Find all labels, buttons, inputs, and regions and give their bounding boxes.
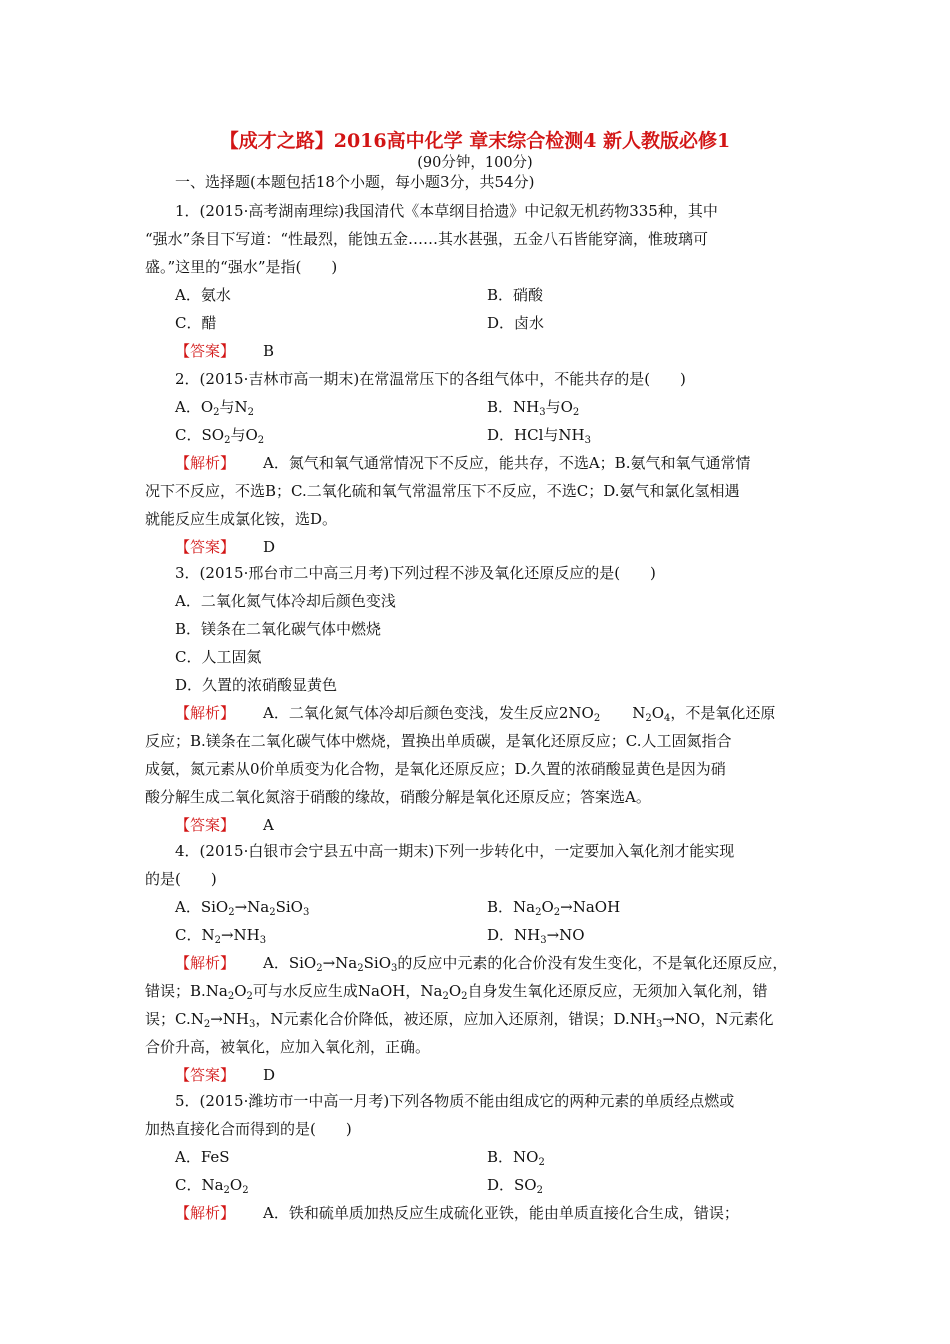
q2-analysis-line-3: 就能反应生成氯化铵，选D。 xyxy=(145,510,338,528)
q4-line-1: 4．(2015·白银市会宁县五中高一期末)下列一步转化中，一定要加入氧化剂才能实现 xyxy=(175,842,735,860)
q5-option-c: C．$Na_2O_2$ xyxy=(175,1176,249,1196)
analysis-tag: 【解析】 xyxy=(175,1204,236,1222)
q1-line-3: 盛。”这里的“强水”是指( ) xyxy=(145,258,338,276)
q1-option-c: C．醋 xyxy=(175,314,217,332)
q2-option-b: B．$NH_3$与$O_2$ xyxy=(487,398,580,418)
q4-analysis-line-3: 误；$C.N_2\to NH_3$，N元素化合价降低，被还原，应加入还原剂，错误；$D.NH_3\to NO$，N元素化 xyxy=(145,1010,774,1030)
q3-option-a: A．二氧化氮气体冷却后颜色变浅 xyxy=(175,592,396,610)
q4-answer xyxy=(175,1065,275,1085)
answer-value: D xyxy=(263,538,276,556)
q1-line-2: “强水”条目下写道：“性最烈，能蚀五金……其水甚强，五金八石皆能穿滴，惟玻璃可 xyxy=(145,230,709,248)
q4-option-d: D．$NH_3\to NO$ xyxy=(487,926,585,946)
answer-tag: 【答案】 xyxy=(175,538,236,556)
q1-option-b: B．硝酸 xyxy=(487,286,544,304)
document-title: 【成才之路】2016高中化学 章末综合检测4 新人教版必修1 xyxy=(219,130,731,152)
q4-line-2: 的是( ) xyxy=(145,870,217,888)
section-heading: 一、选择题(本题包括18个小题，每小题3分，共54分) xyxy=(175,173,535,191)
q3-analysis-line-1: 【解析】 A．二氧化氮气体冷却后颜色变浅，发生反应$2NO_2$ $N_2O_4$，不是氧化还原 xyxy=(175,704,776,724)
q2-option-c: C．$SO_2$与$O_2$ xyxy=(175,426,265,446)
q2-analysis-line-2: 况下不反应，不选B；C.二氧化硫和氧气常温常压下不反应，不选C；D.氨气和氯化氢相遇 xyxy=(145,482,740,500)
answer-tag: 【答案】 xyxy=(175,1066,236,1084)
q5-option-b: B．$NO_2$ xyxy=(487,1148,545,1168)
q5-line-2: 加热直接化合而得到的是( ) xyxy=(145,1120,352,1138)
q2-option-a: A．$O_2$与$N_2$ xyxy=(175,398,255,418)
answer-tag: 【答案】 xyxy=(175,342,236,360)
q3-analysis-line-3: 成氨，氮元素从0价单质变为化合物，是氧化还原反应；D.久置的浓硝酸显黄色是因为硝 xyxy=(145,760,726,778)
q4-option-a: A．$SiO_2\to Na_2SiO_3$ xyxy=(175,898,310,918)
q2-option-d: D．HCl与$NH_3$ xyxy=(487,426,591,446)
q5-option-a: A．FeS xyxy=(175,1148,230,1166)
q2-analysis-line-1: 【解析】 A．氮气和氧气通常情况下不反应，能共存，不选A；B.氨气和氧气通常情 xyxy=(175,454,751,472)
answer-value: B xyxy=(263,342,275,360)
q3-option-c: C．人工固氮 xyxy=(175,648,262,666)
analysis-tag: 【解析】 xyxy=(175,954,236,972)
q4-option-c: C．$N_2\to NH_3$ xyxy=(175,926,267,946)
q5-option-d: D．$SO_2$ xyxy=(487,1176,543,1196)
q3-analysis-line-4: 酸分解生成二氧化氮溶于硝酸的缘故，硝酸分解是氧化还原反应；答案选A。 xyxy=(145,788,651,806)
q1-option-a: A．氨水 xyxy=(175,286,231,304)
q2-line-1: 2．(2015·吉林市高一期末)在常温常压下的各组气体中，不能共存的是( ) xyxy=(175,370,686,388)
answer-tag: 【答案】 xyxy=(175,816,236,834)
document-subtitle: (90分钟，100分) xyxy=(417,155,533,171)
analysis-tag: 【解析】 xyxy=(175,454,236,472)
q2-answer xyxy=(175,537,275,557)
q5-line-1: 5．(2015·潍坊市一中高一月考)下列各物质不能由组成它的两种元素的单质经点燃或 xyxy=(175,1092,735,1110)
q3-option-b: B．镁条在二氧化碳气体中燃烧 xyxy=(175,620,382,638)
analysis-tag: 【解析】 xyxy=(175,704,236,722)
q3-option-d: D．久置的浓硝酸显黄色 xyxy=(175,676,338,694)
q4-analysis-line-2: 错误；$B.Na_2O_2$可与水反应生成NaOH，$Na_2O_2$自身发生氧化还原反应，无须加入氧化剂，错 xyxy=(145,982,768,1002)
q1-option-d: D．卤水 xyxy=(487,314,545,332)
answer-value: D xyxy=(263,1066,276,1084)
q4-analysis-line-1: 【解析】 A．$SiO_2\to Na_2SiO_3$的反应中元素的化合价没有发生变化，不是氧化还原反应， xyxy=(175,954,788,974)
q4-option-b: B．$Na_2O_2\to NaOH$ xyxy=(487,898,621,918)
q3-line-1: 3．(2015·邢台市二中高三月考)下列过程不涉及氧化还原反应的是( ) xyxy=(175,564,656,582)
q1-answer xyxy=(175,341,274,361)
q1-line-1: 1．(2015·高考湖南理综)我国清代《本草纲目拾遗》中记叙无机药物335种，其中 xyxy=(175,202,718,220)
q3-answer xyxy=(175,815,274,835)
q4-analysis-line-4: 合价升高，被氧化，应加入氧化剂，正确。 xyxy=(145,1038,431,1056)
q5-analysis-line-1: 【解析】 A．铁和硫单质加热反应生成硫化亚铁，能由单质直接化合生成，错误； xyxy=(175,1204,739,1222)
q3-analysis-line-2: 反应；B.镁条在二氧化碳气体中燃烧，置换出单质碳，是氧化还原反应；C.人工固氮指合 xyxy=(145,732,732,750)
answer-value: A xyxy=(263,816,274,834)
